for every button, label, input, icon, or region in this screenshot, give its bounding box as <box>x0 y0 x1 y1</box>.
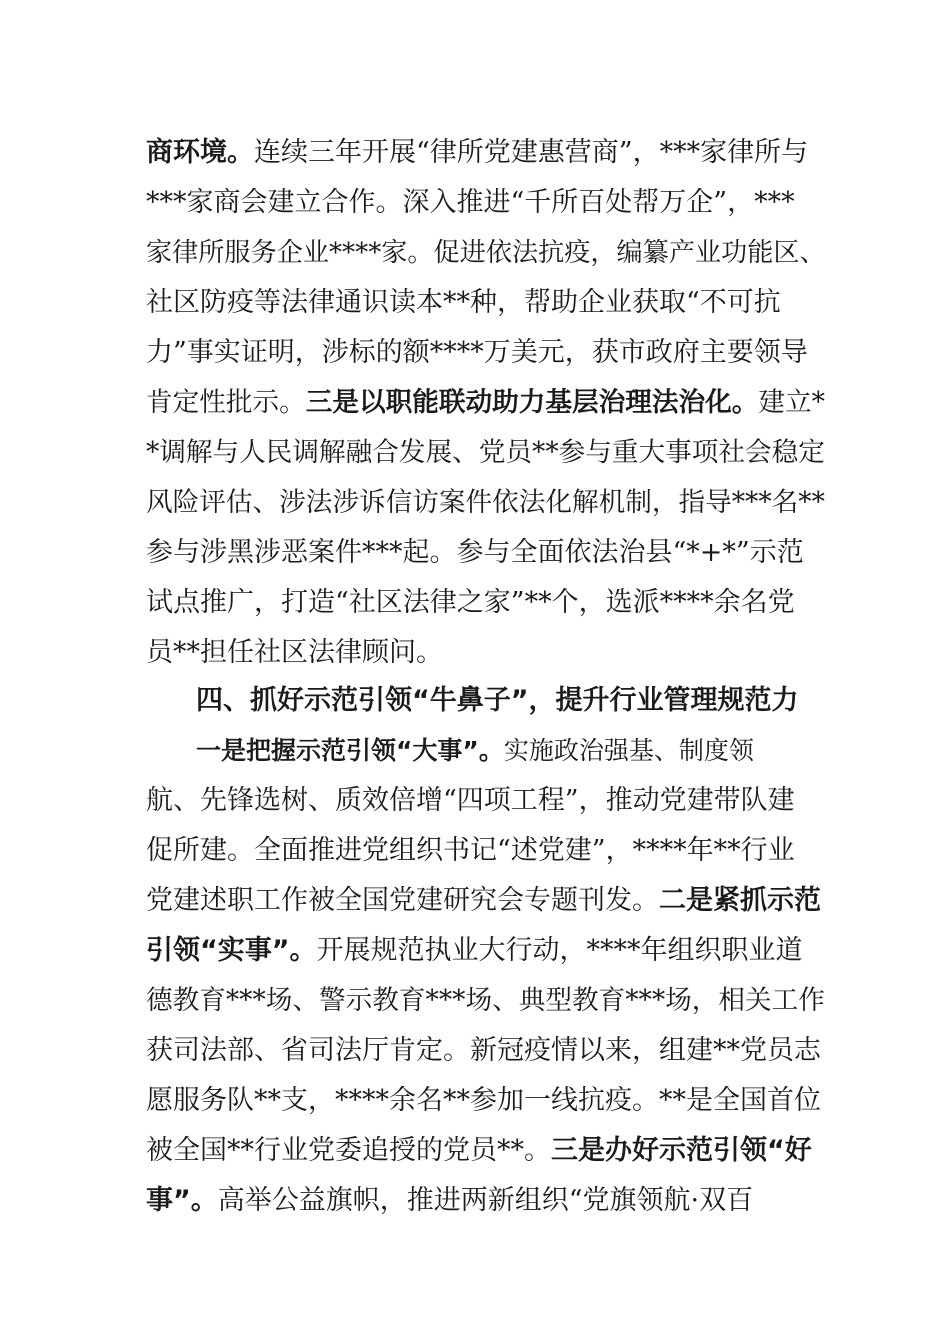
text-line <box>146 1076 826 1126</box>
text-segment: 连续三年开展“律所党建惠营商”，***家律所与 <box>254 137 809 168</box>
text-segment: 获司法部、省司法厅肯定。新冠疫情以来，组建**党员志 <box>146 1035 821 1066</box>
text-line <box>146 776 826 826</box>
section-heading: 四、抓好示范引领“牛鼻子”，提升行业管理规范力 <box>196 685 799 716</box>
text-line <box>146 1126 826 1176</box>
text-line <box>146 1176 826 1226</box>
text-segment: 建立* <box>758 387 825 418</box>
text-segment: 愿服务队**支，****余名**参加一线抗疫。**是全国首位 <box>146 1085 821 1116</box>
text-line <box>146 976 826 1026</box>
text-segment: 促所建。全面推进党组织书记“述党建”，****年**行业 <box>146 835 795 866</box>
text-line <box>146 128 826 178</box>
text-segment: 党建述职工作被全国党建研究会专题刊发。 <box>146 885 659 916</box>
text-segment: 肯定性批示。 <box>146 387 306 418</box>
text-segment: 风险评估、涉法涉诉信访案件依法化解机制，指导***名** <box>146 487 825 518</box>
text-line <box>146 628 826 678</box>
text-segment: 试点推广，打造“社区法律之家”**个，选派****余名党 <box>146 587 795 618</box>
text-segment: *调解与人民调解融合发展、党员**参与重大事项社会稳定 <box>146 437 825 468</box>
text-line <box>146 278 826 328</box>
text-segment: 被全国**行业党委追授的党员**。 <box>146 1135 551 1166</box>
text-line <box>146 328 826 378</box>
text-line <box>146 826 826 876</box>
bold-text-segment: 三是办好示范引领“好 <box>551 1135 812 1166</box>
bold-text-segment: 三是以职能联动助力基层治理法治化。 <box>305 387 759 418</box>
text-segment: 力”事实证明，涉标的额****万美元，获市政府主要领导 <box>146 337 808 368</box>
text-line <box>146 478 826 528</box>
text-line <box>146 428 826 478</box>
text-segment: ***家商会建立合作。深入推进“千所百处帮万企”，*** <box>146 187 795 218</box>
text-line <box>146 528 826 578</box>
bold-text-segment: 一是把握示范引领“大事”。 <box>196 736 504 765</box>
text-segment: 参与涉黑涉恶案件***起。参与全面依法治县“*+*”示范 <box>146 537 804 568</box>
bold-text-segment: 商环境。 <box>146 137 254 168</box>
text-line <box>146 178 826 228</box>
text-segment: 高举公益旗帜，推进两新组织“党旗领航·双百 <box>217 1185 754 1216</box>
text-line <box>146 876 826 926</box>
text-line <box>146 1026 826 1076</box>
text-segment: 社区防疫等法律通识读本**种，帮助企业获取“不可抗 <box>146 287 781 318</box>
text-segment: 德教育***场、警示教育***场、典型教育***场，相关工作 <box>146 985 825 1016</box>
text-line <box>146 378 826 428</box>
text-segment: 员**担任社区法律顾问。 <box>146 637 443 668</box>
bold-text-segment: 二是紧抓示范 <box>659 885 821 916</box>
text-line <box>146 578 826 628</box>
text-line <box>146 228 826 278</box>
text-line <box>146 926 826 976</box>
text-segment: 开展规范执业大行动，****年组织职业道 <box>316 935 803 966</box>
bold-text-segment: 事”。 <box>146 1185 218 1216</box>
text-segment: 实施政治强基、制度领 <box>503 736 754 765</box>
bold-text-segment: 引领“实事”。 <box>146 935 317 966</box>
text-segment: 航、先锋选树、质效倍增“四项工程”，推动党建带队建 <box>146 785 795 816</box>
text-line <box>196 726 876 776</box>
text-segment: 家律所服务企业****家。促进依法抗疫，编纂产业功能区、 <box>146 238 826 268</box>
